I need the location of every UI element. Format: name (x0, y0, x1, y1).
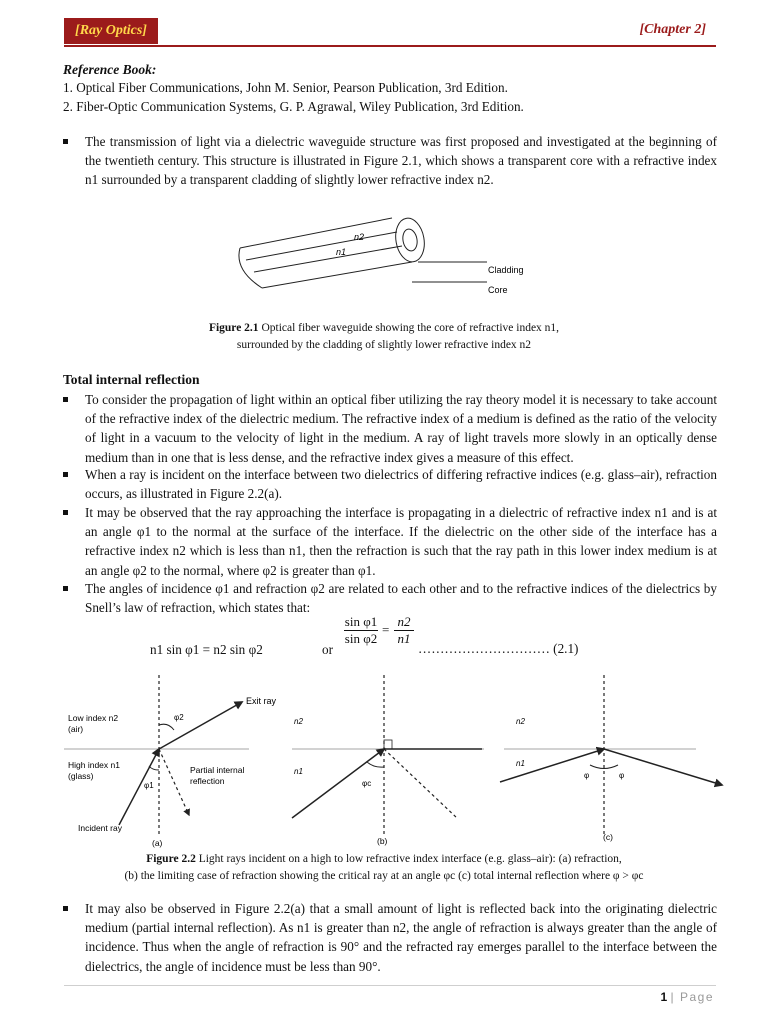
bullet-marker (63, 397, 68, 402)
panel-a-tag: (a) (152, 838, 163, 848)
frac-sin-bottom: sin φ2 (344, 631, 378, 646)
page-number: 1 (660, 990, 668, 1004)
header-divider (64, 45, 716, 47)
frac-n-bottom: n1 (394, 630, 414, 647)
bullet-marker (63, 510, 68, 515)
fig1-n2-label: n2 (354, 232, 365, 242)
fig1-n1-label: n1 (336, 247, 347, 257)
bullet-text: When a ray is incident on the interface between two dielectrics of differing refractive indices (e.g. glass–air), refraction occurs, as illustrated in Figure 2.2(a). (85, 467, 717, 502)
panel-b-n1-label: n1 (294, 767, 303, 776)
bullet-text: The angles of incidence φ1 and refraction φ2 are related to each other and to the refractive indices of the dielectrics by Snell’s law of refraction, which states that: (85, 581, 717, 616)
frac-sin-top: sin φ1 (344, 614, 378, 629)
frac-n-top: n2 (397, 614, 411, 629)
panel-b (292, 675, 484, 846)
equation-fraction-sin (344, 614, 378, 647)
figure-2-1-caption (120, 320, 648, 354)
refraction-diagram-figure (64, 670, 728, 850)
figure-2-1-caption-line1: Optical fiber waveguide showing the core of refractive index n1, (261, 322, 560, 334)
panel-c (500, 675, 722, 842)
low-index-label: Low index n2 (68, 713, 119, 723)
panel-b-tag: (b) (377, 836, 388, 846)
panel-c-tag: (c) (603, 832, 613, 842)
bullet-marker (63, 586, 68, 591)
high-index-label: High index n1 (68, 760, 120, 770)
panel-c-n2-label: n2 (516, 717, 525, 726)
reference-book-1: 1. Optical Fiber Communications, John M. Senior, Pearson Publication, 3rd Edition. (63, 80, 508, 95)
equation-equals: = (382, 622, 390, 637)
bullet-text: It may also be observed in Figure 2.2(a) that a small amount of light is reflected back into the originating dielectric medium (partial internal reflection). As n1 is greater than n2, the angle of refraction is always greater than the angle of incidence. Thus when the angle of refraction is 90° and the refracted ray emerges parallel to the interface between the dielectrics, the angle of incidence must be less than 90°. (85, 901, 717, 974)
bullet-marker (63, 906, 68, 911)
phi-right-label: φ (619, 771, 625, 780)
page-label: | Page (670, 990, 714, 1004)
bullet-marker (63, 472, 68, 477)
bullet-partial-reflection (63, 899, 717, 976)
fiber-waveguide-figure (232, 210, 542, 310)
panel-b-n2-label: n2 (294, 717, 303, 726)
figure-2-2-caption-line1: Light rays incident on a high to low refractive index interface (e.g. glass–air): (a) refraction, (198, 853, 622, 865)
reference-title: Reference Book: (63, 62, 157, 77)
bullet-text: To consider the propagation of light within an optical fiber utilizing the ray theory model it is necessary to take account of the refractive index of the dielectric medium. The refractive index of a medium is defined as the ratio of the velocity of light in a vacuum to the velocity of light in the medium. A ray of light travels more slowly in an optically dense medium than in one that is less dense, and the refractive index gives a measure of this effect. (85, 392, 717, 465)
panel-a (64, 675, 277, 848)
partial-reflection-label-2: reflection (190, 776, 225, 786)
bullet-ray-angle (63, 503, 717, 580)
intro-bullet-text: The transmission of light via a dielectric waveguide structure was first proposed and investigated at the beginning of the twentieth century. This structure is illustrated in Figure 2.1, which shows a transparent core with a refractive index n1 surrounded by a transparent cladding of slightly lower refractive index n2. (85, 134, 717, 188)
phic-label: φc (362, 779, 372, 788)
incident-ray-label: Incident ray (78, 823, 122, 833)
figure-2-2-caption (90, 851, 678, 885)
reference-book-2: 2. Fiber-Optic Communication Systems, G. P. Agrawal, Wiley Publication, 3rd Edition. (63, 99, 524, 114)
glass-label: (glass) (68, 771, 94, 781)
figure-2-1-caption-line2: surrounded by the cladding of slightly lower refractive index n2 (236, 339, 532, 351)
fig1-cladding-label: Cladding (488, 265, 524, 275)
section-heading: Total internal reflection (63, 372, 200, 387)
bullet-refraction (63, 465, 717, 503)
bullet-marker (63, 139, 68, 144)
phi1-label: φ1 (144, 781, 154, 790)
equation-or: or (322, 642, 333, 657)
page-footer (660, 990, 714, 1004)
equation-fraction-n (394, 614, 414, 647)
bullet-snells-law (63, 579, 717, 617)
partial-reflection-label-1: Partial internal (190, 765, 245, 775)
footer-divider (64, 985, 716, 986)
figure-2-2-caption-line2: (b) the limiting case of refraction showing the critical ray at an angle φc (c) total internal reflection where φ > φc (124, 870, 644, 882)
intro-bullet (63, 132, 717, 190)
chapter-topic-label: [Ray Optics] (64, 18, 158, 44)
figure-2-1-number: Figure 2.1 (208, 322, 259, 334)
bullet-text: It may be observed that the ray approaching the interface is propagating in a dielectric of refractive index n1 and is at an angle φ1 to the normal at the surface of the interface. If the dielectric on the other side of the interface has a refractive index n2 which is less than n1, then the refraction is such that the ray path in this lower index medium is at an angle φ2 to the normal, where φ2 is greater than φ1. (85, 505, 717, 578)
phi2-label: φ2 (174, 713, 184, 722)
figure-2-2-number: Figure 2.2 (146, 853, 196, 865)
snell-equation: n1 sin φ1 = n2 sin φ2 (150, 642, 263, 657)
equation-number: ………………………… (2.1) (418, 641, 579, 656)
panel-c-n1-label: n1 (516, 759, 525, 768)
phi-left-label: φ (584, 771, 590, 780)
chapter-number-label: [Chapter 2] (639, 22, 706, 37)
fig1-core-label: Core (488, 285, 508, 295)
air-label: (air) (68, 724, 84, 734)
bullet-refractive-index (63, 390, 717, 467)
exit-ray-label: Exit ray (246, 696, 277, 706)
